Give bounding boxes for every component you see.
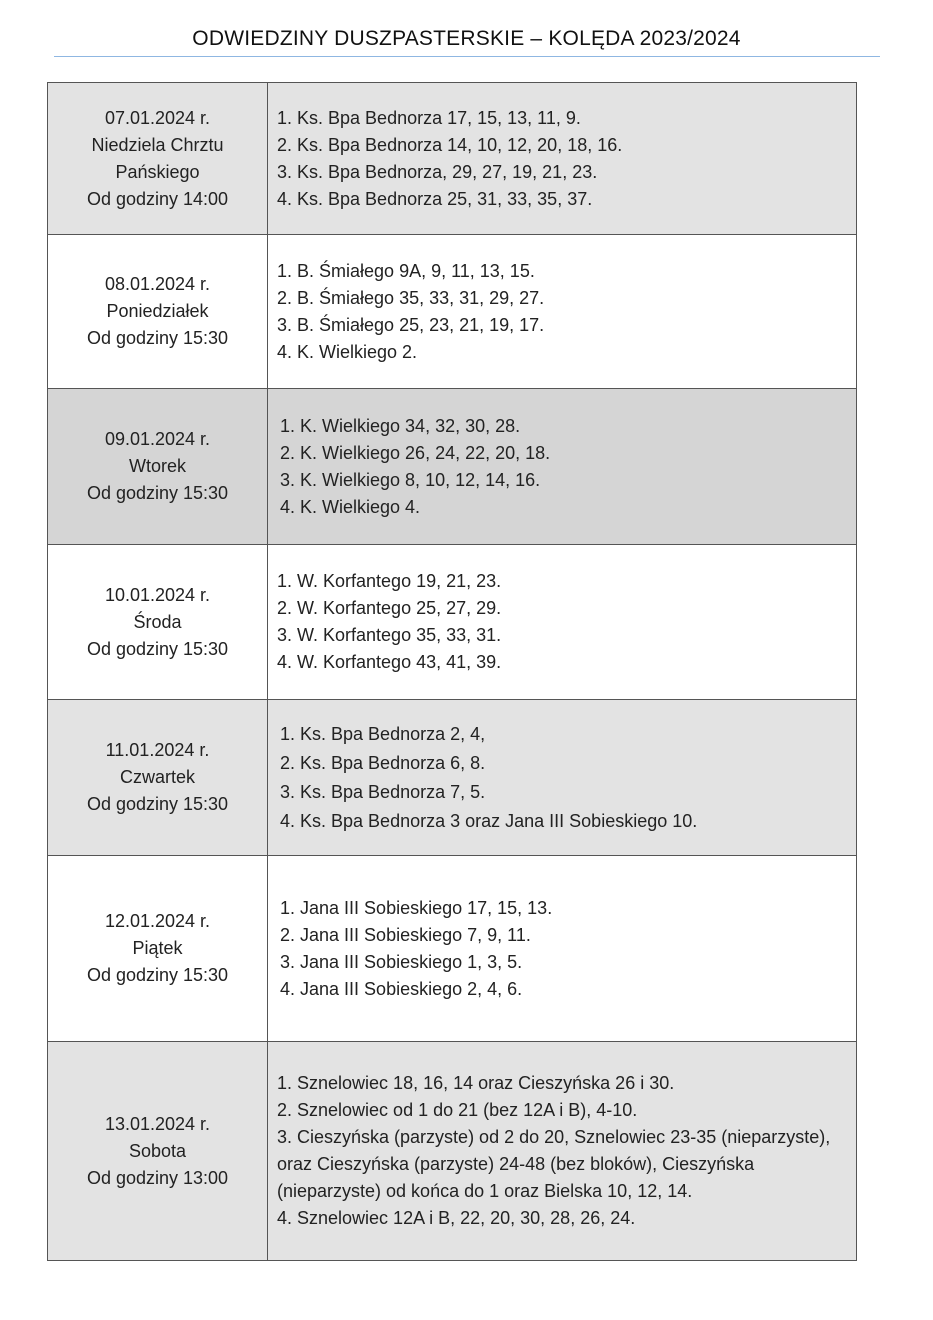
street-item: 3. B. Śmiałego 25, 23, 21, 19, 17. <box>277 314 545 335</box>
table-row <box>48 389 857 545</box>
street-item: 4. Ks. Bpa Bednorza 3 oraz Jana III Sobieskiego 10. <box>280 810 698 831</box>
visit-day: Sobota <box>128 1140 187 1161</box>
table-row <box>48 1042 857 1261</box>
visit-date: 13.01.2024 r. <box>104 1113 211 1134</box>
street-item: 2. Ks. Bpa Bednorza 6, 8. <box>280 752 486 773</box>
visit-date: 09.01.2024 r. <box>104 429 211 449</box>
street-item: 1. Ks. Bpa Bednorza 2, 4, <box>280 723 486 744</box>
table-row <box>48 856 857 1042</box>
street-item: 2. Ks. Bpa Bednorza 14, 10, 12, 20, 18, 16. <box>277 134 623 155</box>
table-row <box>48 545 857 700</box>
visit-time: Od godziny 15:30 <box>86 638 229 659</box>
date-cell <box>48 545 268 700</box>
date-cell <box>48 235 268 389</box>
visit-time: Od godziny 13:00 <box>86 1167 229 1188</box>
street-item: 4. W. Korfantego 43, 41, 39. <box>277 652 502 672</box>
table-row <box>48 235 857 389</box>
street-item: 2. W. Korfantego 25, 27, 29. <box>277 598 502 618</box>
street-item: 1. Sznelowiec 18, 16, 14 oraz Cieszyńska 26 i 30. <box>277 1073 675 1093</box>
street-item: 3. W. Korfantego 35, 33, 31. <box>277 625 502 645</box>
street-item: 2. K. Wielkiego 26, 24, 22, 20, 18. <box>280 442 551 463</box>
date-cell <box>48 83 268 235</box>
page-title: ODWIEDZINY DUSZPASTERSKIE – KOLĘDA 2023/2024 <box>192 27 741 50</box>
street-item: 1. B. Śmiałego 9A, 9, 11, 13, 15. <box>277 260 535 281</box>
date-cell <box>48 856 268 1042</box>
table-row <box>48 83 857 235</box>
visit-time: Od godziny 15:30 <box>86 328 229 348</box>
date-cell <box>48 700 268 856</box>
street-item: 1. K. Wielkiego 34, 32, 30, 28. <box>280 415 521 436</box>
title-divider <box>54 56 880 57</box>
visit-day: Niedziela Chrztu <box>91 134 224 155</box>
street-item: 4. K. Wielkiego 4. <box>280 496 421 517</box>
visit-day: Poniedziałek <box>106 301 209 321</box>
visit-day: Piątek <box>132 938 183 958</box>
visit-time: Od godziny 15:30 <box>86 794 229 814</box>
streets-cell <box>268 700 857 856</box>
street-item: 4. Ks. Bpa Bednorza 25, 31, 33, 35, 37. <box>277 188 593 209</box>
visit-date: 11.01.2024 r. <box>105 740 210 760</box>
street-item: 1. Jana III Sobieskiego 17, 15, 13. <box>280 897 553 918</box>
street-item: 4. K. Wielkiego 2. <box>277 341 418 362</box>
date-cell <box>48 389 268 545</box>
visit-time: Od godziny 15:30 <box>86 965 229 985</box>
street-item: 1. Ks. Bpa Bednorza 17, 15, 13, 11, 9. <box>277 107 581 128</box>
street-item: 2. B. Śmiałego 35, 33, 31, 29, 27. <box>277 287 545 308</box>
street-item: 3. Jana III Sobieskiego 1, 3, 5. <box>280 951 523 972</box>
street-item: 1. W. Korfantego 19, 21, 23. <box>277 571 502 591</box>
street-item: 4. Sznelowiec 12A i B, 22, 20, 30, 28, 26, 24. <box>277 1208 636 1228</box>
streets-cell <box>268 389 857 545</box>
streets-cell <box>268 856 857 1042</box>
visit-date: 12.01.2024 r. <box>104 911 211 931</box>
visit-day: Wtorek <box>128 456 186 476</box>
visit-schedule-table <box>47 82 857 1261</box>
visit-date: 10.01.2024 r. <box>104 584 211 605</box>
street-item: 4. Jana III Sobieskiego 2, 4, 6. <box>280 978 523 999</box>
visit-time: Od godziny 14:00 <box>86 188 229 209</box>
visit-date: 08.01.2024 r. <box>104 274 211 294</box>
visit-time: Od godziny 15:30 <box>86 483 229 503</box>
date-cell <box>48 1042 268 1261</box>
street-item: 3. K. Wielkiego 8, 10, 12, 14, 16. <box>280 469 541 490</box>
street-item: 2. Sznelowiec od 1 do 21 (bez 12A i B), 4-10. <box>277 1100 638 1120</box>
table-row <box>48 700 857 856</box>
streets-cell <box>268 545 857 700</box>
visit-day: Czwartek <box>119 767 195 787</box>
street-item: 3. Cieszyńska (parzyste) od 2 do 20, Sznelowiec 23-35 (nieparzyste), oraz Cieszyńska (parzyste) 24-48 (bez bloków), Cieszyńska (nieparzyste) od końca do 1 oraz Bielska 10, 12, 14. <box>277 1127 831 1201</box>
visit-date: 07.01.2024 r. <box>104 107 211 128</box>
visit-day: Środa <box>133 611 182 632</box>
street-item: 3. Ks. Bpa Bednorza 7, 5. <box>280 781 486 802</box>
street-item: 2. Jana III Sobieskiego 7, 9, 11. <box>280 924 531 945</box>
street-item: 3. Ks. Bpa Bednorza, 29, 27, 19, 21, 23. <box>277 161 598 182</box>
visit-day: Pańskiego <box>115 161 200 182</box>
streets-cell <box>268 83 857 235</box>
streets-cell <box>268 235 857 389</box>
streets-cell <box>268 1042 857 1261</box>
